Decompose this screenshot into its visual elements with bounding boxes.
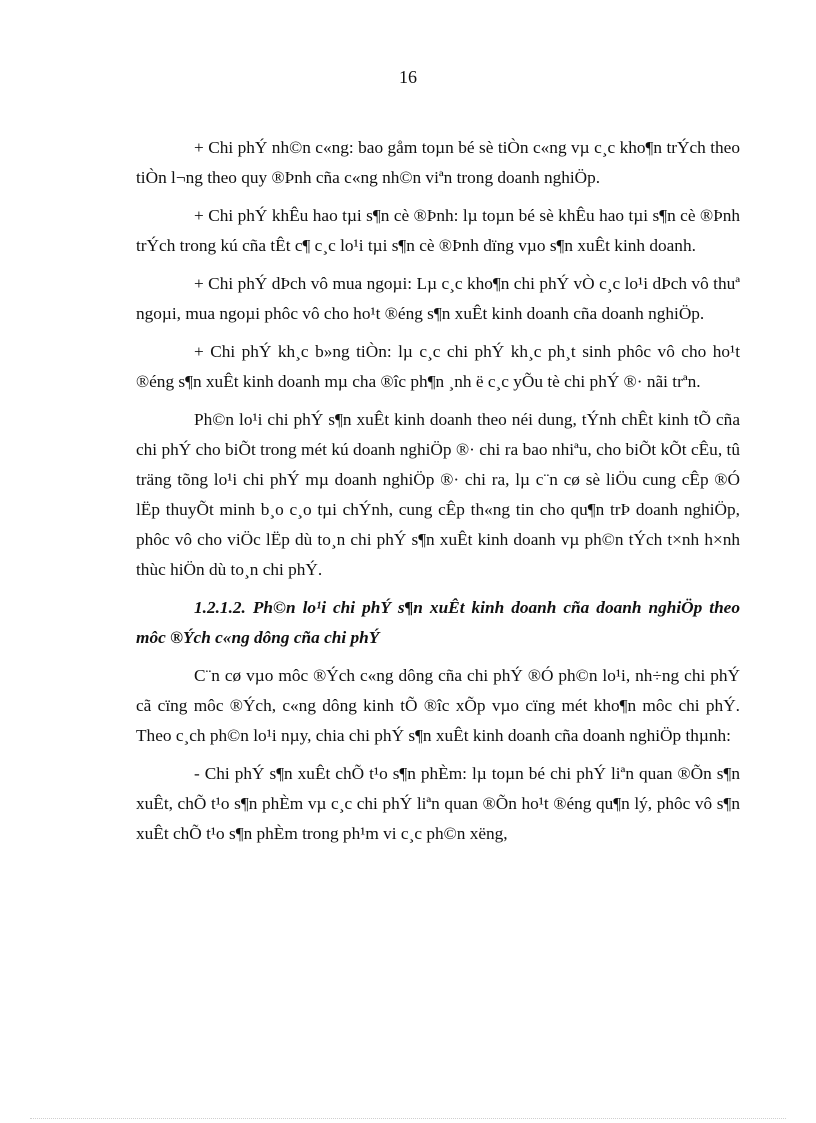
paragraph-labor-cost: + Chi phÝ nh©n c«ng: bao gåm toµn bé sè tiÒn c«ng vµ c¸c kho¶n trÝch theo tiÒn l¬ng theo quy ®Þnh cña c«ng nh©n viªn trong doanh nghiÖp. — [136, 138, 740, 187]
section-heading: 1.2.1.2. Ph©n lo¹i chi phÝ s¶n xuÊt kinh doanh cña doanh nghiÖp theo môc ®Ých c«ng dông cña chi phÝ — [136, 598, 740, 647]
page-bottom-divider — [30, 1118, 786, 1119]
paragraph-other-cash-costs: + Chi phÝ kh¸c b»ng tiÒn: lµ c¸c chi phÝ kh¸c ph¸t sinh phôc vô cho ho¹t ®éng s¶n xuÊt kinh doanh mµ cha ®îc ph¶n ¸nh ë c¸c yÕu tè chi phÝ ®· nãi trªn. — [136, 342, 740, 391]
paragraph-production-cost: - Chi phÝ s¶n xuÊt chÕ t¹o s¶n phÈm: lµ toµn bé chi phÝ liªn quan ®Õn s¶n xuÊt, chÕ t¹o s¶n phÈm vµ c¸c chi phÝ liªn quan ®Õn ho¹t ®éng qu¶n lý, phôc vô s¶n xuÊt chÕ t¹o s¶n phÈm trong ph¹m vi c¸c ph©n xëng, — [136, 764, 740, 843]
paragraph-depreciation-cost: + Chi phÝ khÊu hao tµi s¶n cè ®Þnh: lµ toµn bé sè khÊu hao tµi s¶n cè ®Þnh trÝch trong kú cña tÊt c¶ c¸c lo¹i tµi s¶n cè ®Þnh dïng vµo s¶n xuÊt kinh doanh. — [136, 206, 740, 255]
body-text — [136, 133, 740, 857]
page-number: 16 — [399, 67, 417, 87]
paragraph-outsourced-services: + Chi phÝ dÞch vô mua ngoµi: Lµ c¸c kho¶n chi phÝ vÒ c¸c lo¹i dÞch vô thuª ngoµi, mua ngoµi phôc vô cho ho¹t ®éng s¶n xuÊt kinh doanh cña doanh nghiÖp. — [136, 274, 740, 323]
paragraph-classification-summary: Ph©n lo¹i chi phÝ s¶n xuÊt kinh doanh theo néi dung, tÝnh chÊt kinh tÕ cña chi phÝ cho biÕt trong mét kú doanh nghiÖp ®· chi ra bao nhiªu, cho biÕt kÕt cÊu, tû träng tõng lo¹i chi phÝ mµ doanh nghiÖp ®· chi ra, lµ c¨n cø sè liÖu cung cÊp ®Ó lËp thuyÕt minh b¸o c¸o tµi chÝnh, cung cÊp th«ng tin cho qu¶n trÞ doanh nghiÖp, phôc vô cho viÖc lËp dù to¸n chi phÝ s¶n xuÊt kinh doanh vµ ph©n tÝch t×nh h×nh thùc hiÖn dù to¸n chi phÝ. — [136, 410, 740, 579]
paragraph-purpose-classification: C¨n cø vµo môc ®Ých c«ng dông cña chi phÝ ®Ó ph©n lo¹i, nh÷ng chi phÝ cã cïng môc ®Ých, c«ng dông kinh tÕ ®îc xÕp vµo cïng mét kho¶n môc chi phÝ. Theo c¸ch ph©n lo¹i nµy, chia chi phÝ s¶n xuÊt kinh doanh cña doanh nghiÖp thµnh: — [136, 666, 740, 745]
